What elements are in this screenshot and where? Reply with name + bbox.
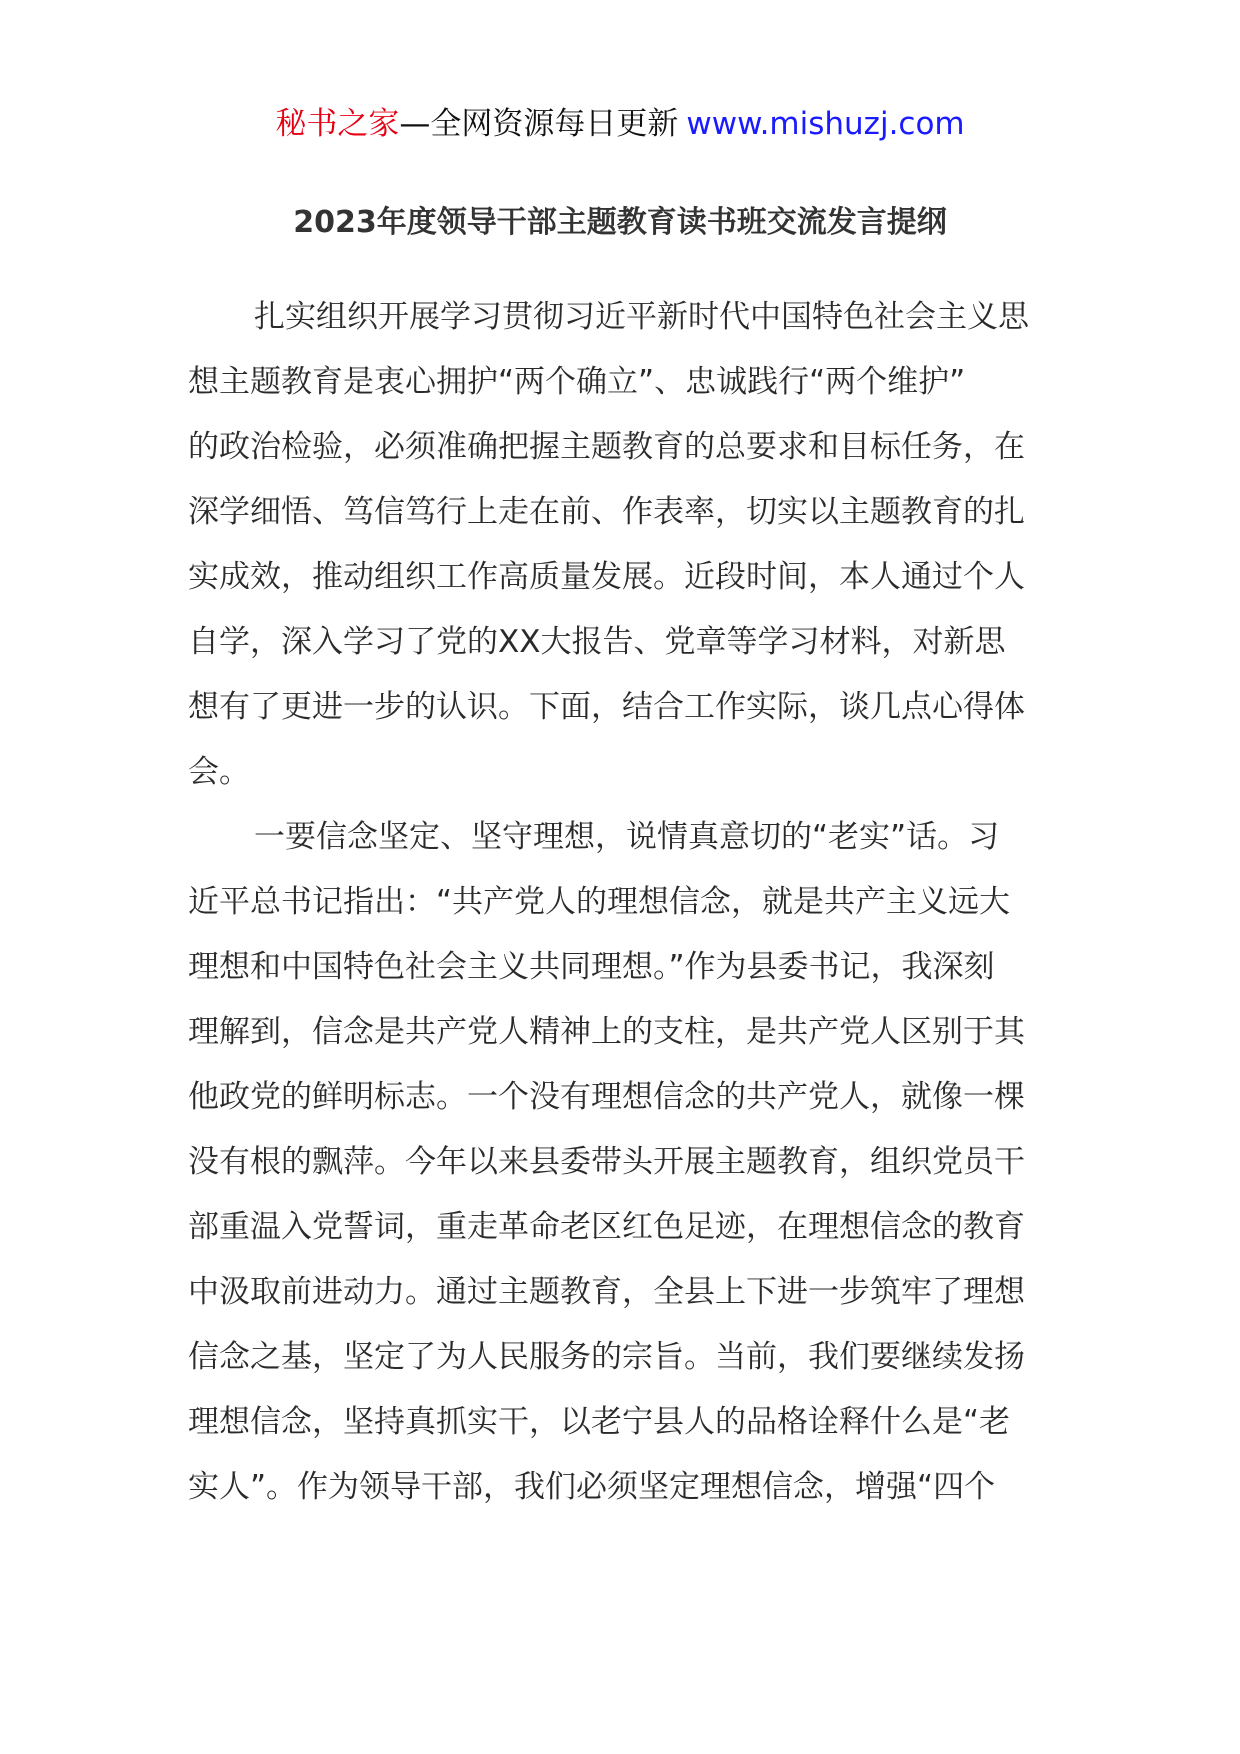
text-line: 信念之基，坚定了为人民服务的宗旨。当前，我们要继续发扬 bbox=[188, 1339, 1025, 1375]
text-line: 部重温入党誓词，重走革命老区红色足迹，在理想信念的教育 bbox=[188, 1209, 1025, 1245]
text-line: 理想和中国特色社会主义共同理想。”作为县委书记，我深刻 bbox=[188, 949, 995, 985]
text-line: 扎实组织开展学习贯彻习近平新时代中国特色社会主义思 bbox=[254, 299, 1029, 335]
text-line: 中汲取前进动力。通过主题教育，全县上下进一步筑牢了理想 bbox=[188, 1274, 1025, 1310]
brand-name: 秘书之家 bbox=[275, 106, 400, 142]
paragraph-1 bbox=[188, 294, 1038, 814]
document-body bbox=[188, 294, 1038, 1529]
text-line: 他政党的鲜明标志。一个没有理想信念的共产党人，就像一棵 bbox=[188, 1079, 1025, 1115]
text-line: 近平总书记指出：“共产党人的理想信念，就是共产主义远大 bbox=[188, 884, 1011, 920]
text-line: 自学，深入学习了党的XX大报告、党章等学习材料，对新思 bbox=[188, 624, 1006, 660]
text-line: 深学细悟、笃信笃行上走在前、作表率，切实以主题教育的扎 bbox=[188, 494, 1025, 530]
site-header bbox=[0, 100, 1240, 148]
text-line: 理想信念，坚持真抓实干，以老宁县人的品格诠释什么是“老 bbox=[188, 1404, 1011, 1440]
paragraph-2 bbox=[188, 814, 1038, 1529]
text-line: 没有根的飘萍。今年以来县委带头开展主题教育，组织党员干 bbox=[188, 1144, 1025, 1180]
text-line: 想主题教育是衷心拥护“两个确立”、忠诚践行“两个维护” bbox=[188, 364, 966, 400]
text-line: 实成效，推动组织工作高质量发展。近段时间，本人通过个人 bbox=[188, 559, 1025, 595]
text-line: 会。 bbox=[188, 754, 250, 790]
site-slogan: —全网资源每日更新 bbox=[399, 106, 679, 142]
text-line: 理解到，信念是共产党人精神上的支柱，是共产党人区别于其 bbox=[188, 1014, 1025, 1050]
document-title: 2023年度领导干部主题教育读书班交流发言提纲 bbox=[293, 205, 947, 240]
text-line: 想有了更进一步的认识。下面，结合工作实际，谈几点心得体 bbox=[188, 689, 1025, 725]
text-line: 实人”。作为领导干部，我们必须坚定理想信念，增强“四个 bbox=[188, 1469, 996, 1505]
text-line: 一要信念坚定、坚守理想，说情真意切的“老实”话。习 bbox=[254, 819, 1000, 855]
text-line: 的政治检验，必须准确把握主题教育的总要求和目标任务，在 bbox=[188, 429, 1025, 465]
site-url-link[interactable]: www.mishuzj.com bbox=[686, 106, 965, 142]
